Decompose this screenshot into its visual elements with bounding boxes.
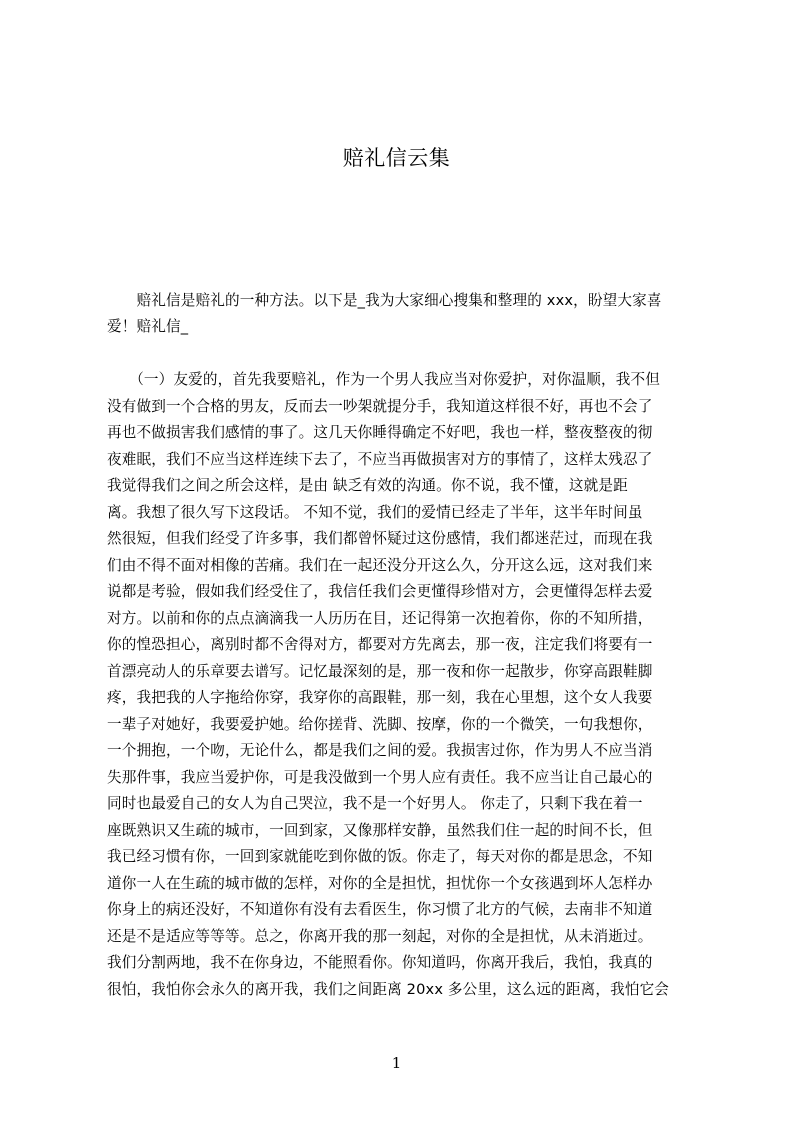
body-line: 道你一人在生疏的城市做的怎样，对你的全是担忧，担忧你一个女孩遇到坏人怎样办 <box>107 874 653 892</box>
intro-paragraph <box>107 288 703 340</box>
body-line: 同时也最爱自己的女人为自己哭泣，我不是一个好男人。 你走了，只剩下我在着一 <box>107 795 643 812</box>
intro-line: 爱！赔礼信_ <box>107 318 189 335</box>
body-line: 一个拥抱，一个吻，无论什么，都是我们之间的爱。我损害过你，作为男人不应当消 <box>107 742 653 759</box>
page-number: 1 <box>391 1054 402 1072</box>
body-line: 然很短，但我们经受了许多事，我们都曾怀疑过这份感情，我们都迷茫过，而现在我 <box>107 530 653 547</box>
body-line: 没有做到一个合格的男友，反而去一吵架就提分手，我知道这样很不好，再也不会了 <box>107 397 653 415</box>
body-line: 离。我想了很久写下这段话。 不知不觉，我们的爱情已经走了半年，这半年时间虽 <box>107 503 643 521</box>
body-line: （一）友爱的，首先我要赔礼，作为一个男人我应当对你爱护，对你温顺，我不但 <box>107 371 660 388</box>
body-paragraph <box>107 367 703 1003</box>
body-line: 还是不是适应等等等。总之，你离开我的那一刻起，对你的全是担忧，从未消逝过。 <box>107 927 653 945</box>
intro-line: 赔礼信是赔礼的一种方法。以下是_我为大家细心搜集和整理的 xxx，盼望大家喜 <box>107 292 662 309</box>
body-line: 对方。以前和你的点点滴滴我一人历历在目，还记得第一次抱着你，你的不知所措， <box>107 609 653 627</box>
body-line: 座既熟识又生疏的城市，一回到家，又像那样安静，虽然我们住一起的时间不长，但 <box>107 821 653 839</box>
body-line: 你身上的病还没好，不知道你有没有去看医生，你习惯了北方的气候，去南非不知道 <box>107 901 653 918</box>
body-line: 一辈子对她好，我要爱护她。给你搓背、洗脚、按摩，你的一个微笑，一句我想你， <box>107 715 653 733</box>
body-line: 首漂亮动人的乐章要去谱写。记忆最深刻的是，那一夜和你一起散步，你穿高跟鞋脚 <box>107 662 653 680</box>
body-line: 说都是考验，假如我们经受住了，我信任我们会更懂得珍惜对方，会更懂得怎样去爱 <box>107 583 653 600</box>
body-line: 们由不得不面对相像的苦痛。我们在一起还没分开这么久，分开这么远，这对我们来 <box>107 556 653 574</box>
body-line: 夜难眠，我们不应当这样连续下去了，不应当再做损害对方的事情了，这样太残忍了 <box>107 450 653 468</box>
body-line: 很怕，我怕你会永久的离开我，我们之间距离 20xx 多公里，这么远的距离，我怕它会 <box>107 980 670 998</box>
body-line: 我们分割两地，我不在你身边，不能照看你。你知道吗，你离开我后，我怕，我真的 <box>107 954 653 971</box>
body-line: 你的惶恐担心，离别时都不舍得对方，都要对方先离去，那一夜，注定我们将要有一 <box>107 636 653 653</box>
body-line: 我觉得我们之间之所会这样，是由 缺乏有效的沟通。你不说，我不懂，这就是距 <box>107 477 628 494</box>
body-line: 再也不做损害我们感情的事了。这几天你睡得确定不好吧，我也一样，整夜整夜的彻 <box>107 424 653 441</box>
document-title: 赔礼信云集 <box>342 146 451 170</box>
body-line: 疼，我把我的人字拖给你穿，我穿你的高跟鞋，那一刻，我在心里想，这个女人我要 <box>107 689 653 706</box>
body-line: 失那件事，我应当爱护你，可是我没做到一个男人应有责任。我不应当让自己最心的 <box>107 768 653 786</box>
body-line: 我已经习惯有你，一回到家就能吃到你做的饭。你走了，每天对你的都是思念，不知 <box>107 848 653 865</box>
